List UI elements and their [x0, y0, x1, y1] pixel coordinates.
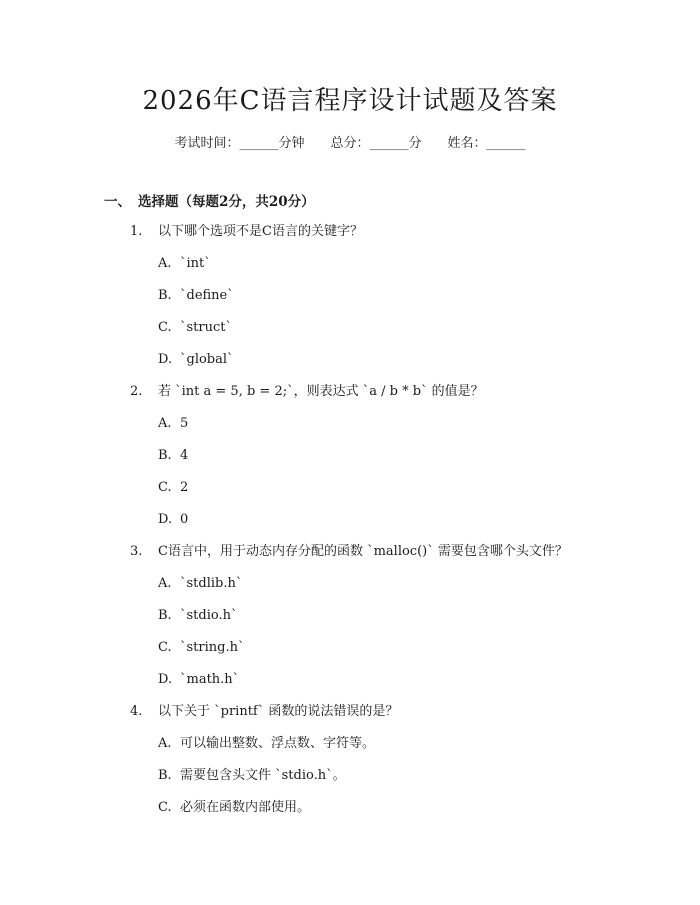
option-text: `string.h` [180, 640, 245, 655]
section-heading [104, 190, 315, 210]
exam-meta [0, 132, 700, 151]
option-letter: A. [158, 416, 172, 431]
option-text: 0 [180, 512, 189, 527]
question-list [0, 216, 700, 824]
question [0, 376, 700, 408]
section-number: 一、 [104, 194, 131, 210]
option [0, 472, 700, 504]
option-text: `define` [180, 288, 234, 303]
option-text: `int` [180, 256, 211, 271]
question-number: 2. [130, 384, 143, 399]
exam-time: 考试时间：______分钟 [174, 136, 305, 151]
option-text: 可以输出整数、浮点数、字符等。 [180, 736, 376, 751]
option [0, 504, 700, 536]
option-text: `stdio.h` [180, 608, 238, 623]
option-letter: A. [158, 256, 172, 271]
question-text: 若 `int a = 5, b = 2;`，则表达式 `a / b * b` 的值是？ [158, 384, 484, 399]
question-number: 1. [130, 224, 143, 239]
option [0, 664, 700, 696]
option-letter: D. [158, 352, 173, 367]
option-letter: C. [158, 480, 172, 495]
option-letter: A. [158, 576, 172, 591]
option [0, 568, 700, 600]
question-number: 3. [130, 544, 143, 559]
option-text: 4 [180, 448, 189, 463]
option-text: 5 [180, 416, 189, 431]
section-label: 选择题（每题2分，共20分） [138, 194, 315, 210]
option-text: 需要包含头文件 `stdio.h`。 [180, 768, 346, 783]
question-text: 以下关于 `printf` 函数的说法错误的是？ [158, 704, 399, 719]
option-text: `struct` [180, 320, 232, 335]
question-text: 以下哪个选项不是C语言的关键字？ [158, 224, 363, 239]
option [0, 280, 700, 312]
question [0, 696, 700, 728]
option-letter: C. [158, 320, 172, 335]
page-title: 2026年C语言程序设计试题及答案 [142, 86, 558, 116]
question-text: C语言中，用于动态内存分配的函数 `malloc()` 需要包含哪个头文件？ [158, 544, 568, 559]
question [0, 216, 700, 248]
option-text: `global` [180, 352, 234, 367]
option [0, 312, 700, 344]
option [0, 440, 700, 472]
option [0, 632, 700, 664]
option-text: 必须在函数内部使用。 [180, 800, 311, 815]
option-letter: C. [158, 800, 172, 815]
option-text: `math.h` [180, 672, 240, 687]
option-text: 2 [180, 480, 189, 495]
question-number: 4. [130, 704, 143, 719]
option-text: `stdlib.h` [180, 576, 243, 591]
option-letter: B. [158, 768, 172, 783]
question [0, 536, 700, 568]
option [0, 248, 700, 280]
option [0, 728, 700, 760]
option [0, 792, 700, 824]
exam-name: 姓名：______ [447, 136, 526, 151]
option [0, 600, 700, 632]
option-letter: A. [158, 736, 172, 751]
option-letter: D. [158, 512, 173, 527]
option [0, 760, 700, 792]
option-letter: B. [158, 448, 172, 463]
option-letter: B. [158, 288, 172, 303]
exam-score: 总分：______分 [330, 136, 422, 151]
option [0, 408, 700, 440]
option-letter: C. [158, 640, 172, 655]
option-letter: D. [158, 672, 173, 687]
option [0, 344, 700, 376]
option-letter: B. [158, 608, 172, 623]
